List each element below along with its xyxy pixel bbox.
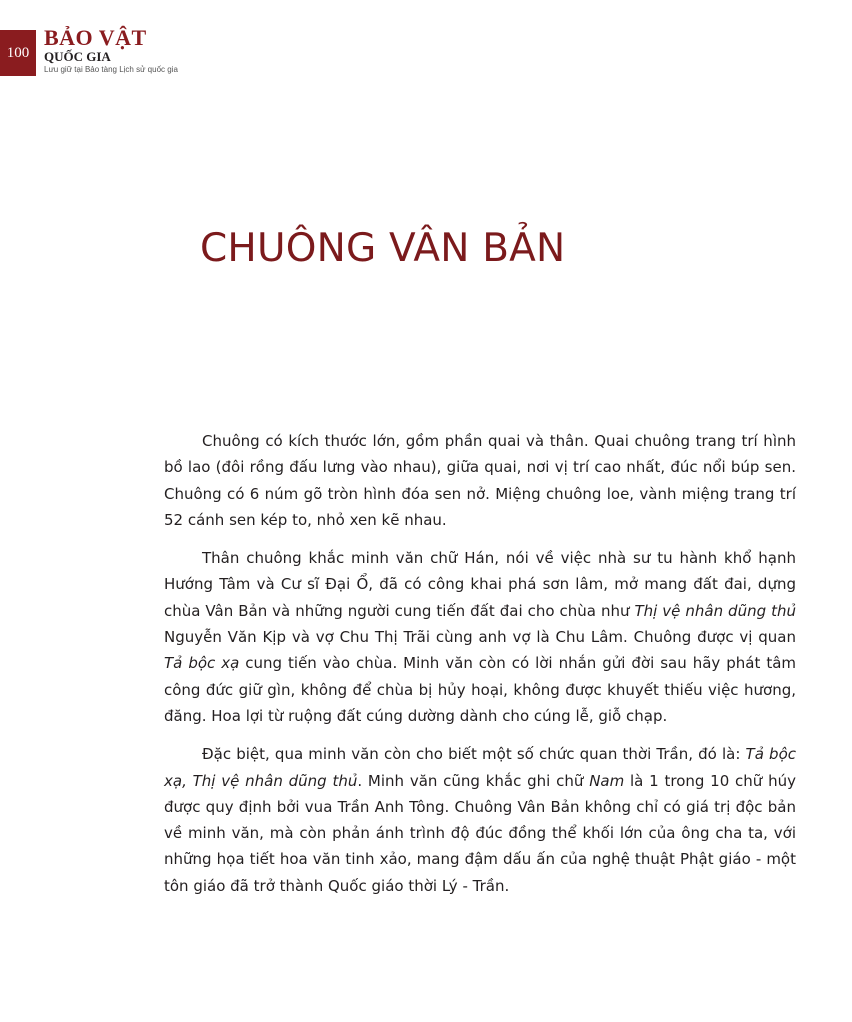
paragraph-2-text-3: cung tiến vào chùa. Minh văn còn có lời nhắn gửi đời sau hãy phát tâm công đức giữ gìn, không để chùa bị hủy hoại, không được khuyết thiếu việc hương, đăng. Hoa lợi từ ruộng đất cúng dường dành cho cúng lễ, giỗ chạp. — [164, 654, 797, 725]
paragraph-2-italic-2: Tả bộc xạ — [164, 654, 240, 673]
paragraph-2-italic-1: Thị vệ nhân dũng thủ — [634, 601, 796, 620]
series-header — [44, 26, 178, 75]
paragraph-1-text: Chuông có kích thước lớn, gồm phần quai và thân. Quai chuông trang trí hình bồ lao (đôi rồng đấu lưng vào nhau), giữa quai, nơi vị trí cao nhất, đúc nổi búp sen. Chuông có 6 núm gõ tròn hình đóa sen nở. Miệng chuông loe, vành miệng trang trí 52 cánh sen kép to, nhỏ xen kẽ nhau. — [164, 432, 796, 529]
paragraph-2-text-2: Nguyễn Văn Kịp và vợ Chu Thị Trãi cùng anh vợ là Chu Lâm. Chuông được vị quan — [164, 628, 796, 647]
paragraph-2-text-1: Thân chuông khắc minh văn chữ Hán, nói về việc nhà sư tu hành khổ hạnh Hướng Tâm và Cư sĩ Đại Ổ, đã có công khai phá sơn lâm, mở mang đất đai, dựng chùa Vân Bản và những người cung tiến đất đai cho chùa như — [164, 549, 796, 620]
paragraph-3-text-1: Đặc biệt, qua minh văn còn cho biết một số chức quan thời Trần, đó là: — [202, 745, 746, 764]
paragraph-3 — [164, 741, 796, 899]
body-text — [164, 428, 796, 911]
series-title: BẢO VẬT — [44, 25, 147, 50]
page-number-tab — [0, 30, 36, 76]
paragraph-3-text-2: . Minh văn cũng khắc ghi chữ — [357, 771, 590, 790]
page-title: CHUÔNG VÂN BẢN — [200, 226, 566, 271]
paragraph-3-italic-1: Tả bộc xạ, Thị vệ nhân dũng thủ — [164, 745, 796, 790]
page-number: 100 — [6, 44, 30, 61]
paragraph-3-italic-2: Nam — [589, 771, 625, 790]
paragraph-2 — [164, 545, 796, 729]
paragraph-3-text-3: là 1 trong 10 chữ húy được quy định bởi vua Trần Anh Tông. Chuông Vân Bản không chỉ có giá trị độc bản về minh văn, mà còn phản ánh trình độ đúc đồng thể khối lớn của ông cha ta, với những họa tiết hoa văn tinh xảo, mang đậm dấu ấn của nghệ thuật Phật giáo - một tôn giáo đã trở thành Quốc giáo thời Lý - Trần. — [164, 771, 796, 895]
series-caption: Lưu giữ tại Bảo tàng Lịch sử quốc gia — [44, 65, 178, 74]
paragraph-1 — [164, 428, 796, 533]
series-subtitle: QUỐC GIA — [44, 49, 111, 64]
